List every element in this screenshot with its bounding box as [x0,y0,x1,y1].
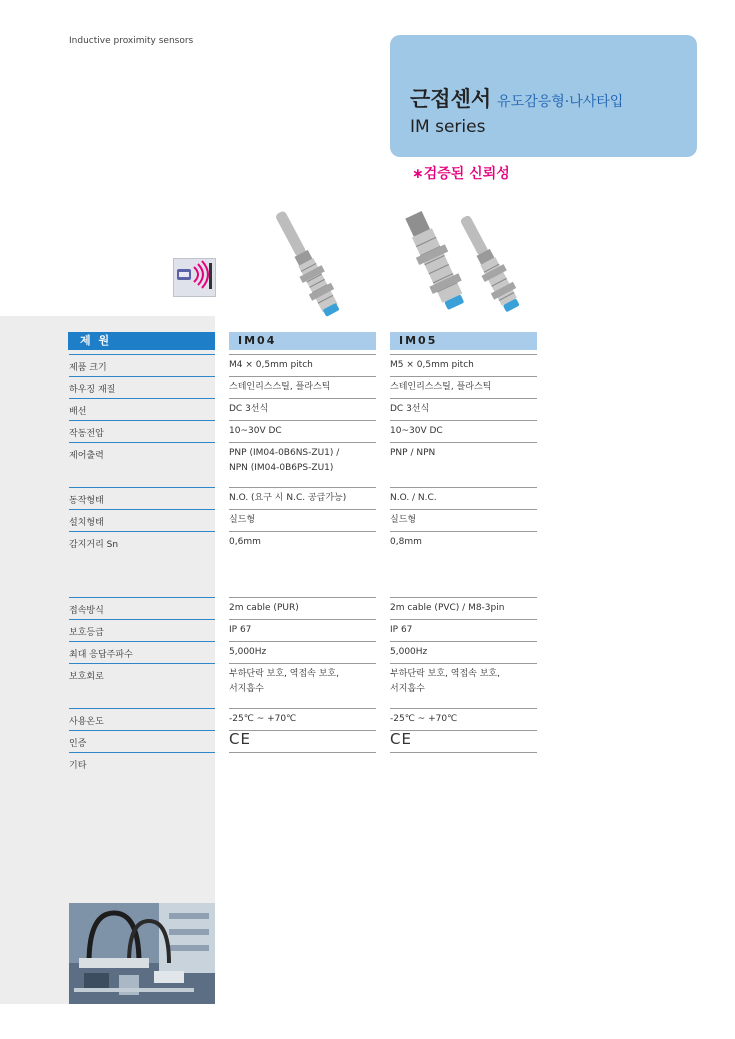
label-frequency: 최대 응답주파수 [69,641,215,663]
im05-header: IM05 [390,332,537,350]
im04-installation: 실드형 [229,509,376,528]
im05-housing: 스테인리스스틸, 플라스틱 [390,376,537,395]
series-name: IM series [410,117,486,137]
im05-operation: N.O. / N.C. [390,487,537,506]
im05-installation: 실드형 [390,509,537,528]
im05-sensing-distance: 0,8mm [390,531,537,550]
im04-frequency: 5,000Hz [229,641,376,660]
im05-product-image [392,210,532,330]
label-product-size: 제품 크기 [69,354,215,376]
title-subtitle: 유도감응형·나사타입 [497,94,624,110]
spec-header: 제 원 [68,332,215,350]
im05-protection-line1: 부하단락 보호, 역접속 보호, [390,669,500,679]
im05-certification [390,730,537,752]
im04-certification [229,730,376,752]
im04-product-size: M4 × 0,5mm pitch [229,354,376,373]
label-voltage: 작동전압 [69,420,215,442]
im04-operation: N.O. (요구 시 N.C. 공급가능) [229,487,376,506]
label-sensing-distance: 감지거리 Sn [69,531,215,553]
im04-output-line2: NPN (IM04-0B6PS-ZU1) [229,463,334,473]
label-certification: 인증 [69,730,215,752]
im04-protection-line1: 부하단락 보호, 역접속 보호, [229,669,339,679]
im04-protection-circuit [229,663,376,697]
page-title [410,83,623,113]
im04-protection-line2: 서지흡수 [229,684,264,694]
im05-frequency: 5,000Hz [390,641,537,660]
table-bottom-rule [229,752,376,753]
im04-sensing-distance: 0,6mm [229,531,376,550]
label-protection-class: 보호등급 [69,619,215,641]
label-temperature: 사용온도 [69,708,215,730]
proximity-sensor-icon [173,258,216,297]
im04-header: IM04 [229,332,376,350]
im05-protection-line2: 서지흡수 [390,684,425,694]
label-output: 제어출력 [69,442,215,464]
table-bottom-rule [390,752,537,753]
ce-mark-icon: CE [390,730,412,748]
title-box [390,35,697,157]
im05-protection-circuit [390,663,537,697]
ce-mark-icon: CE [229,730,251,748]
im04-connection: 2m cable (PUR) [229,597,376,616]
factory-photo [69,903,215,1004]
im04-output-line1: PNP (IM04-0B6NS-ZU1) / [229,448,340,458]
category-label: Inductive proximity sensors [69,36,194,46]
im04-product-image [262,205,357,325]
im05-wiring: DC 3선식 [390,398,537,417]
label-other: 기타 [69,752,215,774]
im04-output [229,442,376,476]
im04-temperature: -25℃ ~ +70℃ [229,708,376,727]
im05-voltage: 10~30V DC [390,420,537,439]
title-korean: 근접센서 [410,87,492,111]
label-installation: 설치형태 [69,509,215,531]
tagline: ∗검증된 신뢰성 [412,166,510,182]
im05-output: PNP / NPN [390,442,537,461]
im05-product-size: M5 × 0,5mm pitch [390,354,537,373]
label-housing: 하우징 재질 [69,376,215,398]
im04-housing: 스테인리스스틸, 플라스틱 [229,376,376,395]
label-wiring: 배선 [69,398,215,420]
im04-wiring: DC 3선식 [229,398,376,417]
im04-voltage: 10~30V DC [229,420,376,439]
im05-connection: 2m cable (PVC) / M8-3pin [390,597,537,616]
label-operation: 동작형태 [69,487,215,509]
label-protection-circuit: 보호회로 [69,663,215,685]
im04-protection-class: IP 67 [229,619,376,638]
im05-protection-class: IP 67 [390,619,537,638]
label-connection: 접속방식 [69,597,215,619]
im05-temperature: -25℃ ~ +70℃ [390,708,537,727]
